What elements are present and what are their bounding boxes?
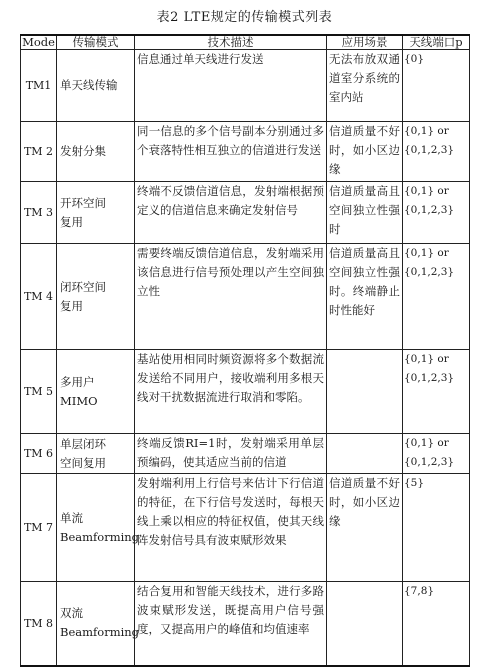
name-text: 单层闭环 空间复用 — [60, 436, 106, 470]
desc-cell — [135, 350, 327, 434]
desc-text: 基站使用相同时频资源将多个数据流发送给不同用户，接收端利用多根天线对干扰数据流进行取消和零陷。 — [137, 352, 324, 404]
desc-text: 终端不反馈信道信息，发射端根据预定义的信道信息来确定发射信号 — [137, 184, 324, 217]
table-row — [21, 350, 470, 434]
header-mode: Mode — [22, 35, 55, 49]
port-cell — [403, 582, 470, 666]
port-text: {0} — [404, 53, 425, 65]
scene-cell — [327, 244, 403, 350]
name-text: 单天线传输 — [60, 78, 118, 92]
name-cell — [57, 182, 135, 244]
table-row — [21, 122, 470, 182]
table-row — [21, 582, 470, 666]
name-cell — [57, 582, 140, 666]
scene-text: 信道质量高且空间独立性强时。终端静止时性能好 — [329, 246, 400, 317]
desc-cell — [135, 244, 327, 350]
table-row — [21, 244, 470, 350]
name-text: 多用户 MIMO — [60, 374, 98, 408]
scene-text: 信道质量高且空间独立性强时 — [329, 184, 400, 236]
desc-text: 信息通过单天线进行发送 — [137, 52, 264, 66]
port-text: {0,1} or {0,1,2,3} — [404, 437, 455, 468]
mode-cell: TM 6 — [21, 434, 57, 474]
port-text: {0,1} or {0,1,2,3} — [404, 185, 455, 216]
table-row — [21, 434, 470, 474]
mode-cell: TM1 — [21, 50, 57, 122]
mode-cell: TM 7 — [21, 474, 57, 582]
table-row — [21, 182, 470, 244]
name-cell — [57, 434, 135, 474]
desc-text: 结合复用和智能天线技术，进行多路波束赋形发送，既提高用户信号强度，又提高用户的峰值和均值速率 — [137, 584, 324, 636]
port-cell — [403, 474, 470, 582]
name-cell — [57, 244, 135, 350]
scene-cell — [327, 122, 403, 182]
scene-text: 信道质量不好时，如小区边缘 — [329, 124, 400, 176]
scene-cell — [327, 582, 403, 666]
mode-cell: TM 8 — [21, 582, 57, 666]
port-cell — [403, 50, 470, 122]
desc-text: 终端反馈RI=1时，发射端采用单层预编码，使其适应当前的信道 — [137, 436, 324, 469]
table-row — [21, 474, 470, 582]
name-cell — [57, 50, 135, 122]
scene-text: 无法布放双通道室分系统的室内站 — [329, 52, 400, 104]
port-cell — [403, 434, 470, 474]
scene-cell — [327, 50, 403, 122]
mode-cell: TM 5 — [21, 350, 57, 434]
port-text: {7,8} — [404, 585, 435, 597]
name-text: 开环空间 复用 — [60, 195, 106, 229]
table-header-row — [21, 35, 470, 50]
header-port: 天线端口p — [403, 35, 470, 50]
name-text: 单流 Beamforming — [60, 510, 140, 544]
port-cell — [403, 182, 470, 244]
port-text: {0,1} or {0,1,2,3} — [404, 247, 455, 278]
table-caption: 表2 LTE规定的传输模式列表 — [156, 10, 333, 25]
desc-text: 发射端利用上行信号来估计下行信道的特征，在下行信号发送时，每根天线上乘以相应的特征权值，使其天线阵发射信号具有波束赋形效果 — [137, 476, 324, 547]
desc-cell — [135, 122, 327, 182]
mode-cell: TM 3 — [21, 182, 57, 244]
header-scene: 应用场景 — [327, 35, 403, 50]
port-cell — [403, 244, 470, 350]
desc-cell — [135, 474, 327, 582]
desc-cell — [135, 582, 327, 666]
port-text: {0,1} or {0,1,2,3} — [404, 353, 455, 384]
name-cell — [57, 474, 140, 582]
port-text: {5} — [404, 477, 425, 489]
mode-cell: TM 4 — [21, 244, 57, 350]
name-cell — [57, 122, 135, 182]
header-name: 传输模式 — [57, 35, 135, 50]
desc-cell — [135, 434, 327, 474]
scene-cell — [327, 182, 403, 244]
name-text: 闭环空间 复用 — [60, 279, 106, 313]
transmission-mode-table — [20, 34, 470, 667]
name-text: 发射分集 — [60, 144, 106, 158]
scene-cell — [327, 474, 403, 582]
scene-cell — [327, 350, 403, 434]
header-desc: 技术描述 — [135, 35, 327, 50]
desc-cell — [135, 50, 327, 122]
mode-cell: TM 2 — [21, 122, 57, 182]
table-row — [21, 50, 470, 122]
port-cell — [403, 350, 470, 434]
name-text: 双流 Beamforming — [60, 606, 140, 640]
name-cell — [57, 350, 135, 434]
desc-text: 同一信息的多个信号副本分别通过多个衰落特性相互独立的信道进行发送 — [137, 124, 324, 157]
port-cell — [403, 122, 470, 182]
desc-cell — [135, 182, 327, 244]
scene-cell — [327, 434, 403, 474]
port-text: {0,1} or {0,1,2,3} — [404, 125, 455, 156]
desc-text: 需要终端反馈信道信息，发射端采用该信息进行信号预处理以产生空间独立性 — [137, 246, 324, 298]
scene-text: 信道质量不好时，如小区边缘 — [329, 476, 400, 528]
